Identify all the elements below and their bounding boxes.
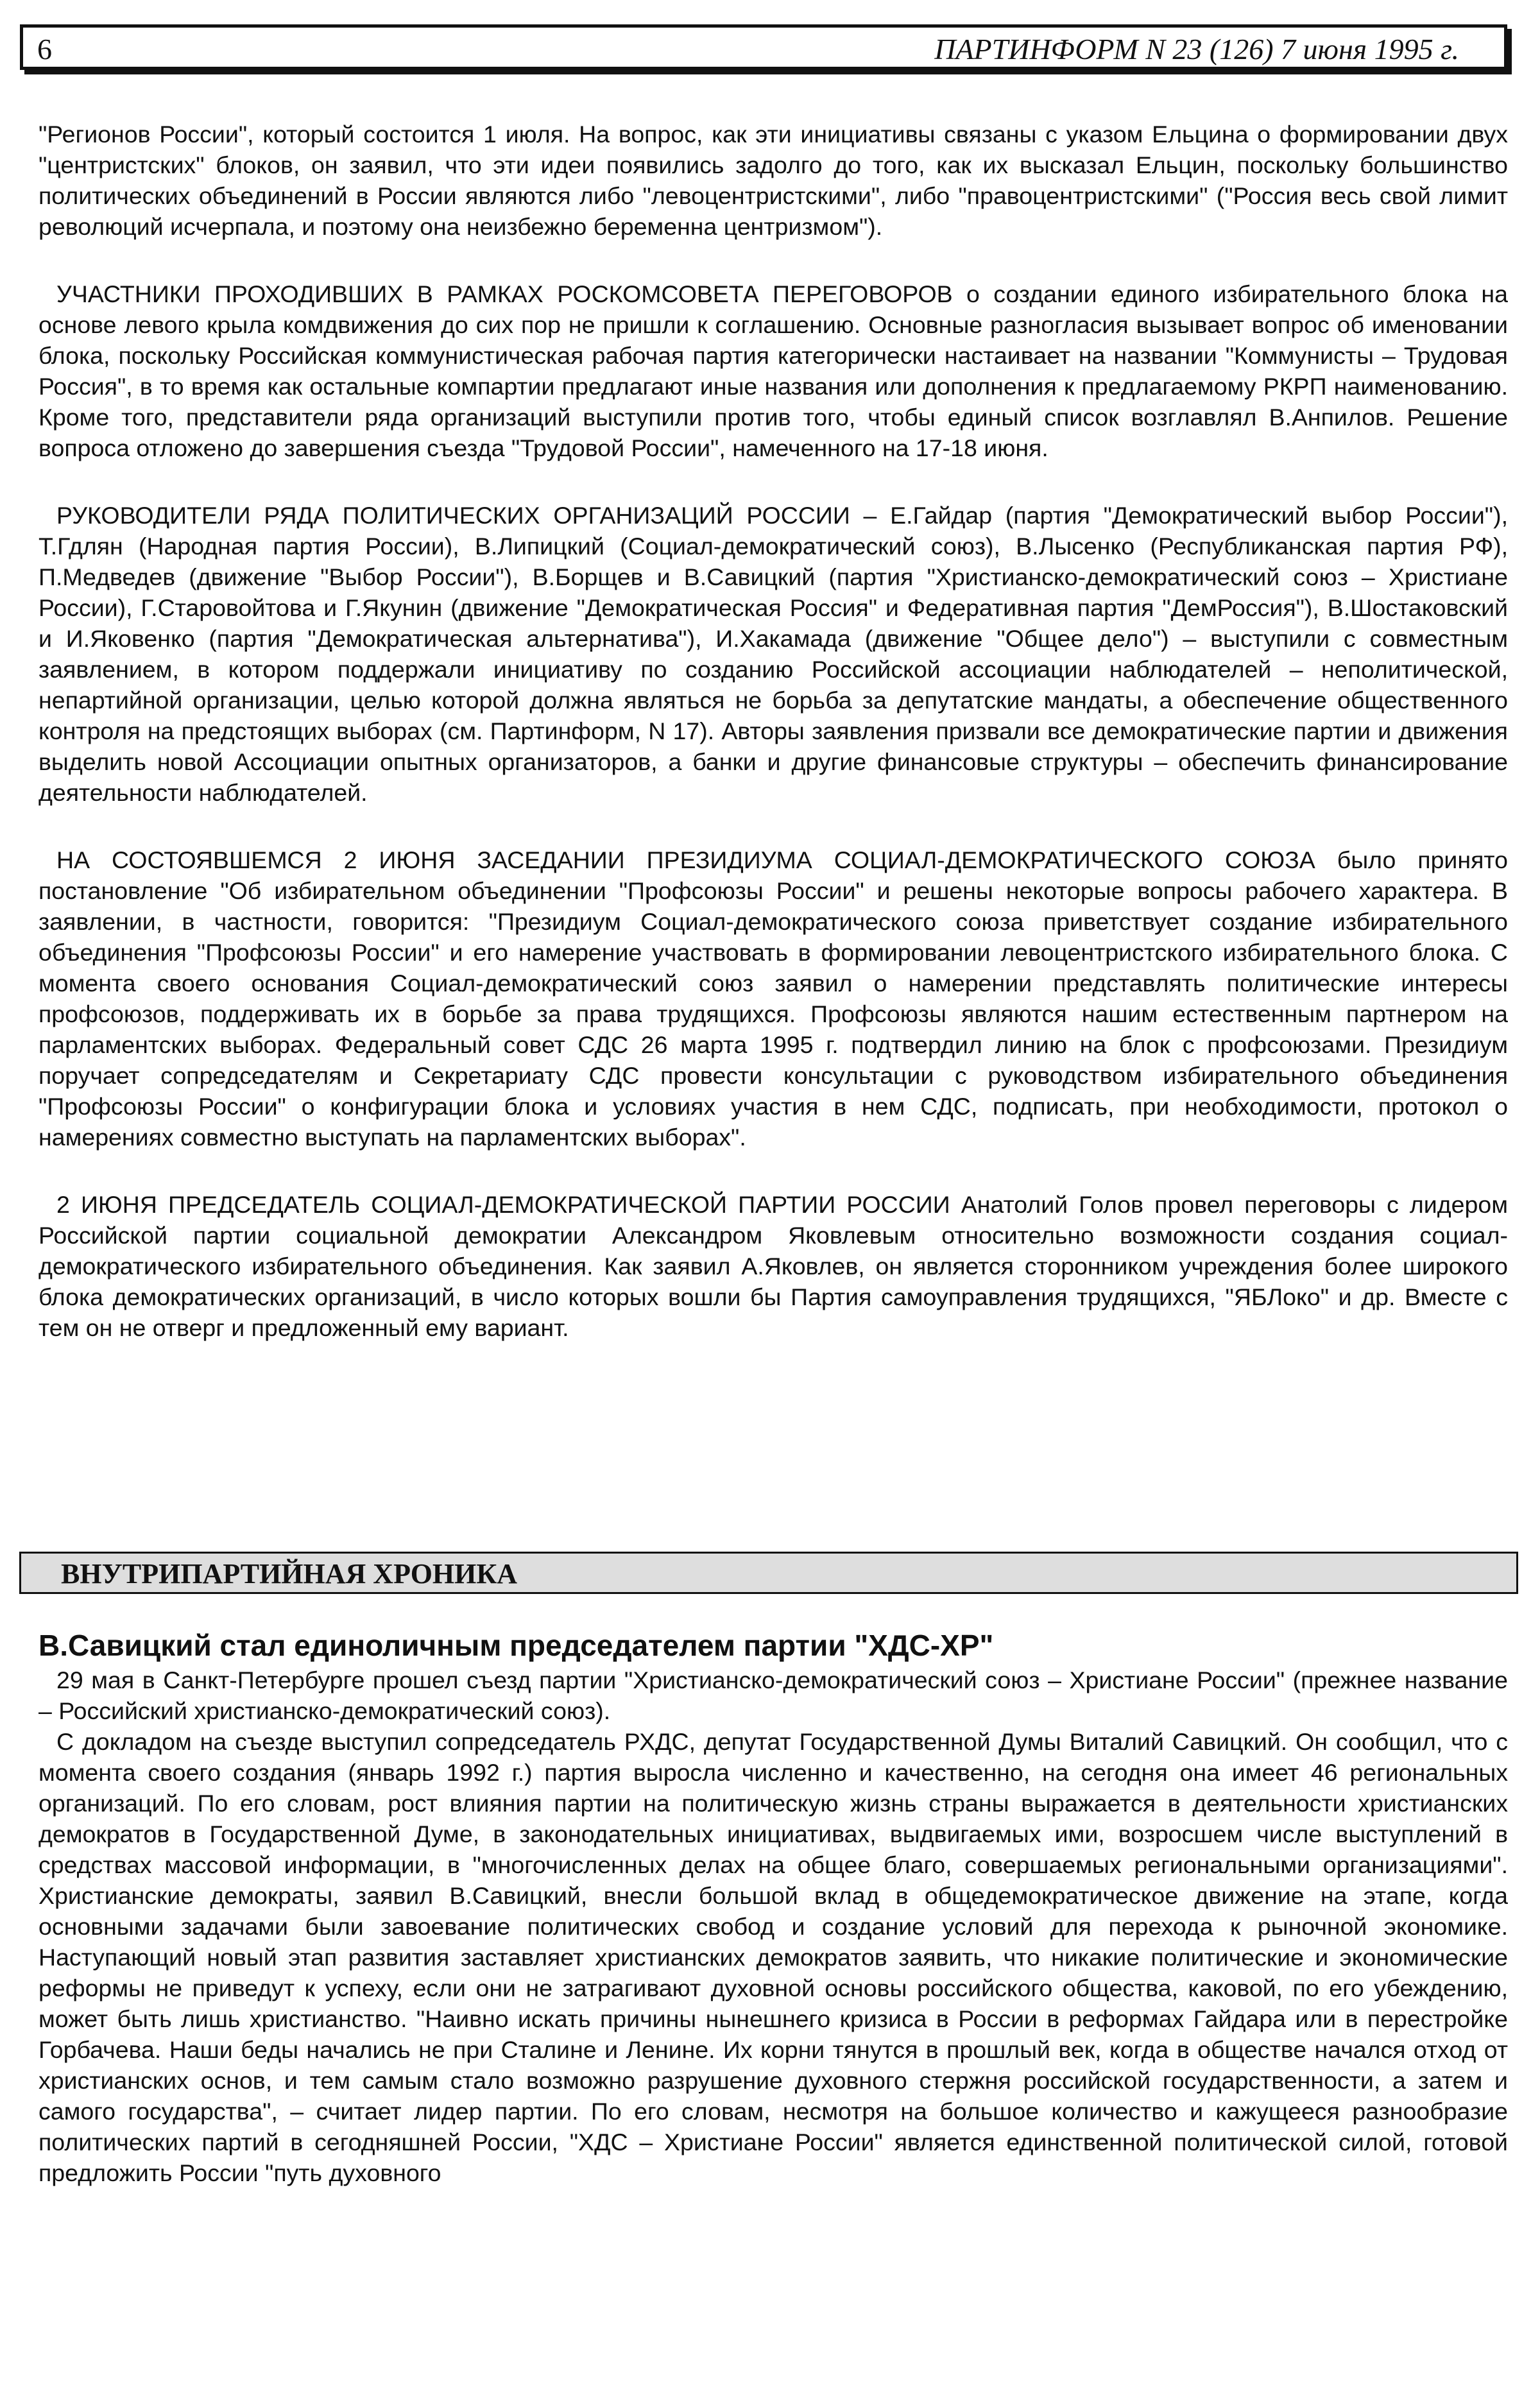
paragraph-leaders-statement: РУКОВОДИТЕЛИ РЯДА ПОЛИТИЧЕСКИХ ОРГАНИЗАЦИЙ РОССИИ – Е.Гайдар (партия "Демократический выбор России"), Т.Гдлян (Народная партия России), В.Липицкий (Социал-демократический союз), В.Лысенко (Республиканская партия РФ), П.Медведев (движение "Выбор России"), В.Борщев и В.Савицкий (партия "Христианско-демократический союз – Христиане России), Г.Старовойтова и Г.Якунин (движение "Демократическая Россия" и Федеративная партия "ДемРоссия"), В.Шостаковский и И.Яковенко (партия "Демократическая альтернатива"), И.Хакамада (движение "Общее дело") – выступили с совместным заявлением, в котором поддержали инициативу по созданию Российской ассоциации наблюдателей – неполитической, непартийной организации, целью которой должна являться не борьба за депутатские мандаты, а обеспечение общественного контроля на предстоящих выборах (см. Партинформ, N 17). Авторы заявления призвали все демократические партии и движения выделить новой Ассоциации опытных организаторов, а банки и другие финансовые структуры – обеспечить финансирование деятельности наблюдателей.: [38, 502, 1508, 806]
paragraph-sdpr-talks: 2 ИЮНЯ ПРЕДСЕДАТЕЛЬ СОЦИАЛ-ДЕМОКРАТИЧЕСКОЙ ПАРТИИ РОССИИ Анатолий Голов провел переговоры с лидером Российской партии социальной демократии Александром Яковлевым относительно возможности создания социал-демократического избирательного объединения. Как заявил А.Яковлев, он является сторонником учреждения более широкого блока демократических организаций, в число которых вошли бы Партия самоуправления трудящихся, "ЯБЛоко" и др. Вместе с тем он не отверг и предложенный ему вариант.: [38, 1191, 1508, 1341]
section-title: ВНУТРИПАРТИЙНАЯ ХРОНИКА: [61, 1558, 518, 1589]
paragraph-sds-presidium: НА СОСТОЯВШЕМСЯ 2 ИЮНЯ ЗАСЕДАНИИ ПРЕЗИДИУМА СОЦИАЛ-ДЕМОКРАТИЧЕСКОГО СОЮЗА было принято постановление "Об избирательном объединении "Профсоюзы России" и решены некоторые вопросы рабочего характера. В заявлении, в частности, говорится: "Президиум Социал-демократического союза приветствует создание избирательного объединения "Профсоюзы России" и его намерение участвовать в формировании левоцентристского избирательного блока. С момента своего основания Социал-демократический союз заявил о намерении представлять политические интересы профсоюзов, поддерживать их в борьбе за права трудящихся. Профсоюзы являются нашим естественным партнером на парламентских выборах. Федеральный совет СДС 26 марта 1995 г. подтвердил линию на блок с профсоюзами. Президиум поручает сопредседателям и Секретариату СДС провести консультации с руководством избирательного объединения "Профсоюзы России" о конфигурации блока и условиях участия в нем СДС, подписать, при необходимости, протокол о намерениях совместно выступать на парламентских выборах".: [38, 846, 1508, 1151]
article-title: В.Савицкий стал единоличным председателем партии "ХДС-ХР": [38, 1629, 994, 1662]
page-number: 6: [37, 33, 52, 65]
paragraph-regions: "Регионов России", который состоится 1 июля. На вопрос, как эти инициативы связаны с указом Ельцина о формировании двух "центристских" блоков, он заявил, что эти идеи появились задолго до того, как их высказал Ельцин, поскольку большинство политических объединений в России являются либо "левоцентристскими", либо "правоцентристскими" ("Россия весь свой лимит революций исчерпала, и поэтому она неизбежно беременна центризмом").: [38, 121, 1508, 240]
article: [38, 1627, 1508, 2188]
issue-title: ПАРТИНФОРМ N 23 (126) 7 июня 1995 г.: [934, 33, 1459, 65]
page-header: [20, 24, 1507, 70]
article-paragraph: С докладом на съезде выступил сопредседатель РХДС, депутат Государственной Думы Виталий Савицкий. Он сообщил, что с момента своего создания (январь 1992 г.) партия выросла численно и качественно, на сегодня она имеет 46 региональных организаций. По его словам, рост влияния партии на политическую жизнь страны выражается в деятельности христианских демократов в Государственной Думе, в законодательных инициативах, выдвигаемых ими, возросшем числе выступлений в средствах массовой информации, в "многочисленных делах на общее благо, совершаемых региональными организациями". Христианские демократы, заявил В.Савицкий, внесли большой вклад в общедемократическое движение на этапе, когда основными задачами были завоевание политических свобод и создание условий для перехода к рыночной экономике. Наступающий новый этап развития заставляет христианских демократов заявить, что никакие политические и экономические реформы не приведут к успеху, если они не затрагивают духовной основы российского общества, каковой, по его убеждению, может быть лишь христианство. "Наивно искать причины нынешнего кризиса в России в реформах Гайдара или в перестройке Горбачева. Наши беды начались не при Сталине и Ленине. Их корни тянутся в прошлый век, когда в обществе начался отход от христианских основ, и тем самым стало возможно разрушение духовного стержня российской государственности, а затем и самого государства", – считает лидер партии. По его словам, несмотря на большое количество и кажущееся разнообразие политических партий в сегодняшней России, "ХДС – Христиане России" является единственной политической силой, готовой предложить России "путь духовного: [38, 1728, 1508, 2186]
section-header: [19, 1552, 1518, 1594]
article-paragraph: 29 мая в Санкт-Петербурге прошел съезд партии "Христианско-демократический союз – Христиане России" (прежнее название – Российский христианско-демократический союз).: [38, 1667, 1508, 1724]
paragraph-roskomsovet: УЧАСТНИКИ ПРОХОДИВШИХ В РАМКАХ РОСКОМСОВЕТА ПЕРЕГОВОРОВ о создании единого избирательного блока на основе левого крыла комдвижения до сих пор не пришли к соглашению. Основные разногласия вызывает вопрос об именовании блока, поскольку Российская коммунистическая рабочая партия категорически настаивает на названии "Коммунисты – Трудовая Россия", в то время как остальные компартии предлагают иные названия или дополнения к предлагаемому РКРП наименованию. Кроме того, представители ряда организаций выступили против того, чтобы единый список возглавлял В.Анпилов. Решение вопроса отложено до завершения съезда "Трудовой России", намеченного на 17-18 июня.: [38, 280, 1508, 461]
news-column: [38, 119, 1508, 1380]
